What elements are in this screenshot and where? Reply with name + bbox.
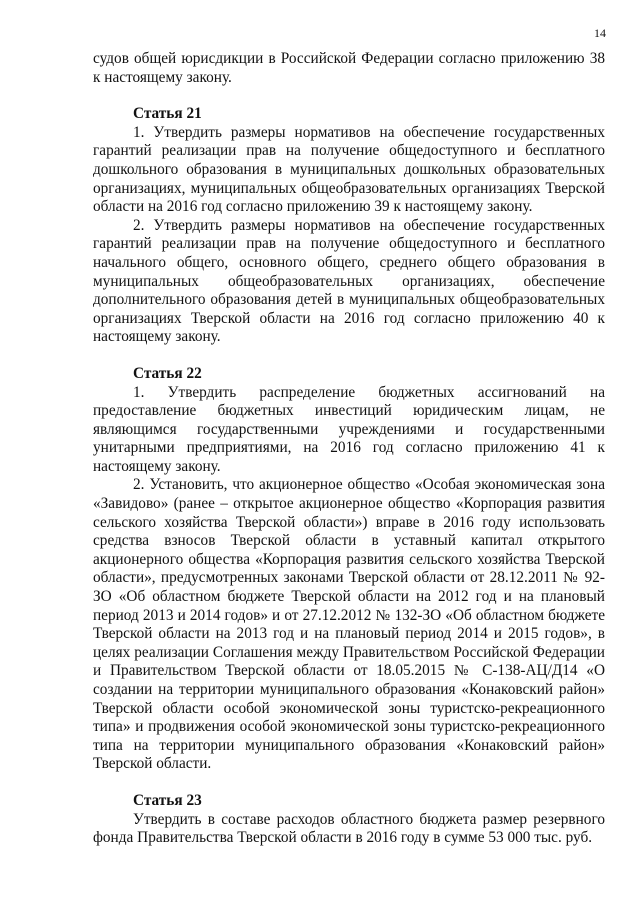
article-21-paragraph-1: 1. Утвердить размеры нормативов на обеспечение государственных гарантий реализации прав на получение общедоступного и бесплатного дошкольного образования в муниципальных дошкольных образовательных организациях, муниципальных общеобразовательных организациях Тверской области на 2016 год согласно приложению 39 к настоящему закону.	[93, 123, 605, 216]
intro-paragraph: судов общей юрисдикции в Российской Федерации согласно приложению 38 к настоящему закону.	[93, 50, 605, 86]
article-22-heading: Статья 22	[133, 364, 202, 382]
document-body	[93, 50, 605, 848]
article-23-heading: Статья 23	[133, 791, 202, 809]
article-21-heading: Статья 21	[133, 105, 202, 123]
page-number: 14	[594, 26, 606, 40]
article-23-paragraph-1: Утвердить в составе расходов областного бюджета размер резервного фонда Правительства Тверской области в 2016 году в сумме 53 000 тыс. руб.	[93, 810, 605, 847]
article-21-paragraph-2: 2. Утвердить размеры нормативов на обеспечение государственных гарантий реализации прав на получение общедоступного и бесплатного начального общего, основного общего, среднего общего образования в муниципальных общеобразовательных организациях, обеспечение дополнительного образования детей в муниципальных общеобразовательных организациях Тверской области на 2016 год согласно приложению 40 к настоящему закону.	[93, 216, 605, 346]
article-22-paragraph-2: 2. Установить, что акционерное общество «Особая экономическая зона «Завидово» (ранее – открытое акционерное общество «Корпорация развития сельского хозяйства Тверской области») вправе в 2016 году использовать средства взносов Тверской области в уставный капитал открытого акционерного общества «Корпорация развития сельского хозяйства Тверской области», предусмотренных законами Тверской области от 28.12.2011 № 92-ЗО «Об областном бюджете Тверской области на 2012 год и на плановый период 2013 и 2014 годов» и от 27.12.2012 № 132-ЗО «Об областном бюджете Тверской области на 2013 год и на плановый период 2014 и 2015 годов», в целях реализации Соглашения между Правительством Российской Федерации и Правительством Тверской области от 18.05.2015 № С-138-АЦ/Д14 «О создании на территории муниципального образования «Конаковский район» Тверской области особой экономической зоны туристско-рекреационного типа» и продвижения особой экономической зоны туристско-рекреационного типа на территории муниципального образования «Конаковский район» Тверской области.	[93, 476, 605, 773]
article-22-paragraph-1: 1. Утвердить распределение бюджетных ассигнований на предоставление бюджетных инвестиций юридическим лицам, не являющимся государственными учреждениями и государственными унитарными предприятиями, на 2016 год согласно приложению 41 к настоящему закону.	[93, 383, 605, 475]
